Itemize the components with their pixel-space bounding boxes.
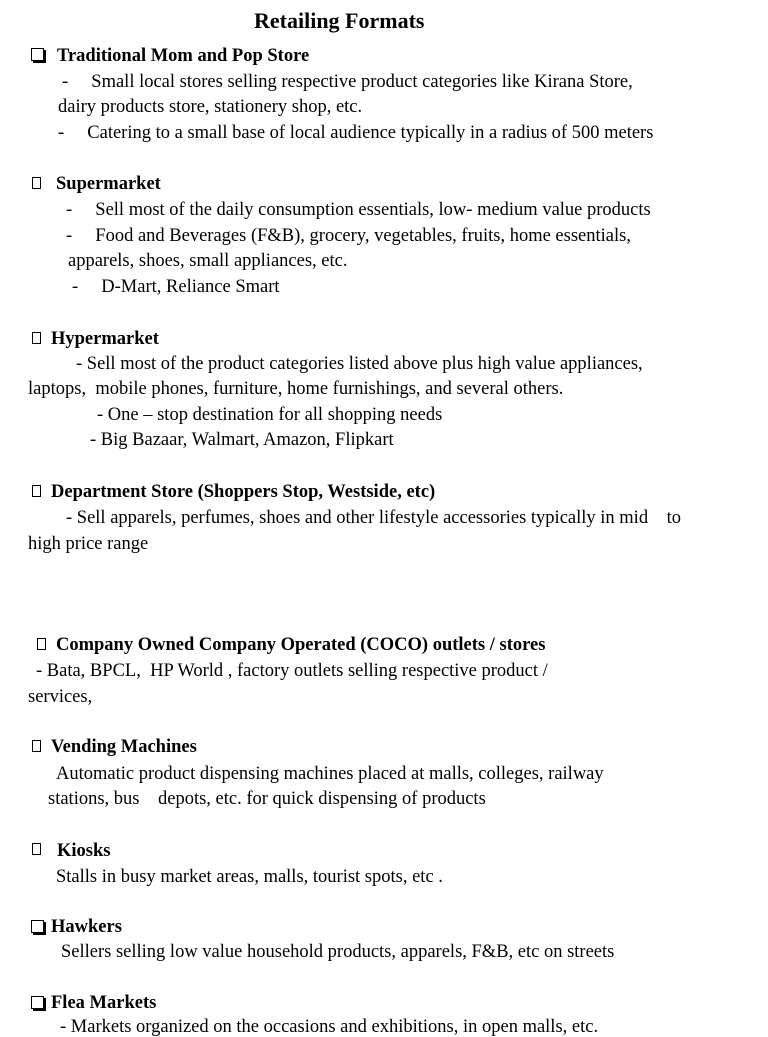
- missing-glyph-bullet-icon: [32, 332, 41, 344]
- missing-glyph-bullet-icon: [32, 740, 41, 752]
- section-heading-flea-markets: Flea Markets: [51, 993, 157, 1013]
- section-line: high price range: [28, 534, 149, 554]
- missing-glyph-bullet-icon: [37, 638, 46, 650]
- section-line: laptops, mobile phones, furniture, home furnishings, and several others.: [28, 379, 564, 399]
- section-line: - D-Mart, Reliance Smart: [72, 277, 280, 297]
- section-line: apparels, shoes, small appliances, etc.: [68, 251, 348, 271]
- page-title: Retailing Formats: [254, 8, 425, 33]
- section-line: stations, bus depots, etc. for quick dispensing of products: [48, 789, 486, 809]
- section-line: - Big Bazaar, Walmart, Amazon, Flipkart: [90, 430, 394, 450]
- checkbox-bullet-icon: [31, 920, 44, 933]
- section-line: - Sell most of the product categories listed above plus high value appliances,: [76, 354, 643, 374]
- section-line: - Catering to a small base of local audience typically in a radius of 500 meters: [58, 123, 654, 143]
- section-line: - Bata, BPCL, HP World , factory outlets selling respective product /: [36, 661, 548, 681]
- section-line: - Sell most of the daily consumption essentials, low- medium value products: [66, 200, 651, 220]
- section-line: - Sell apparels, perfumes, shoes and other lifestyle accessories typically in mid to: [66, 508, 681, 528]
- section-heading-mom-and-pop: Traditional Mom and Pop Store: [57, 46, 310, 66]
- section-line: Automatic product dispensing machines placed at malls, colleges, railway: [56, 764, 604, 784]
- section-heading-supermarket: Supermarket: [56, 174, 161, 194]
- section-line: - Food and Beverages (F&B), grocery, vegetables, fruits, home essentials,: [66, 226, 631, 246]
- section-line: Sellers selling low value household products, apparels, F&B, etc on streets: [61, 942, 615, 962]
- section-heading-hypermarket: Hypermarket: [51, 329, 159, 349]
- missing-glyph-bullet-icon: [32, 485, 41, 497]
- missing-glyph-bullet-icon: [32, 177, 41, 189]
- section-line: Stalls in busy market areas, malls, tourist spots, etc .: [56, 867, 443, 887]
- checkbox-bullet-icon: [31, 996, 44, 1009]
- checkbox-bullet-icon: [31, 48, 44, 61]
- section-heading-kiosks: Kiosks: [57, 841, 111, 861]
- section-heading-vending-machines: Vending Machines: [51, 737, 197, 757]
- missing-glyph-bullet-icon: [32, 843, 41, 855]
- section-heading-hawkers: Hawkers: [51, 917, 122, 937]
- section-line: - One – stop destination for all shopping needs: [97, 405, 443, 425]
- section-line: - Small local stores selling respective product categories like Kirana Store,: [62, 72, 633, 92]
- section-heading-coco: Company Owned Company Operated (COCO) outlets / stores: [56, 635, 546, 655]
- section-line: services,: [28, 687, 93, 707]
- section-line: - Markets organized on the occasions and exhibitions, in open malls, etc.: [60, 1017, 599, 1037]
- section-heading-department-store: Department Store (Shoppers Stop, Westside, etc): [51, 482, 436, 502]
- section-line: dairy products store, stationery shop, etc.: [58, 97, 363, 117]
